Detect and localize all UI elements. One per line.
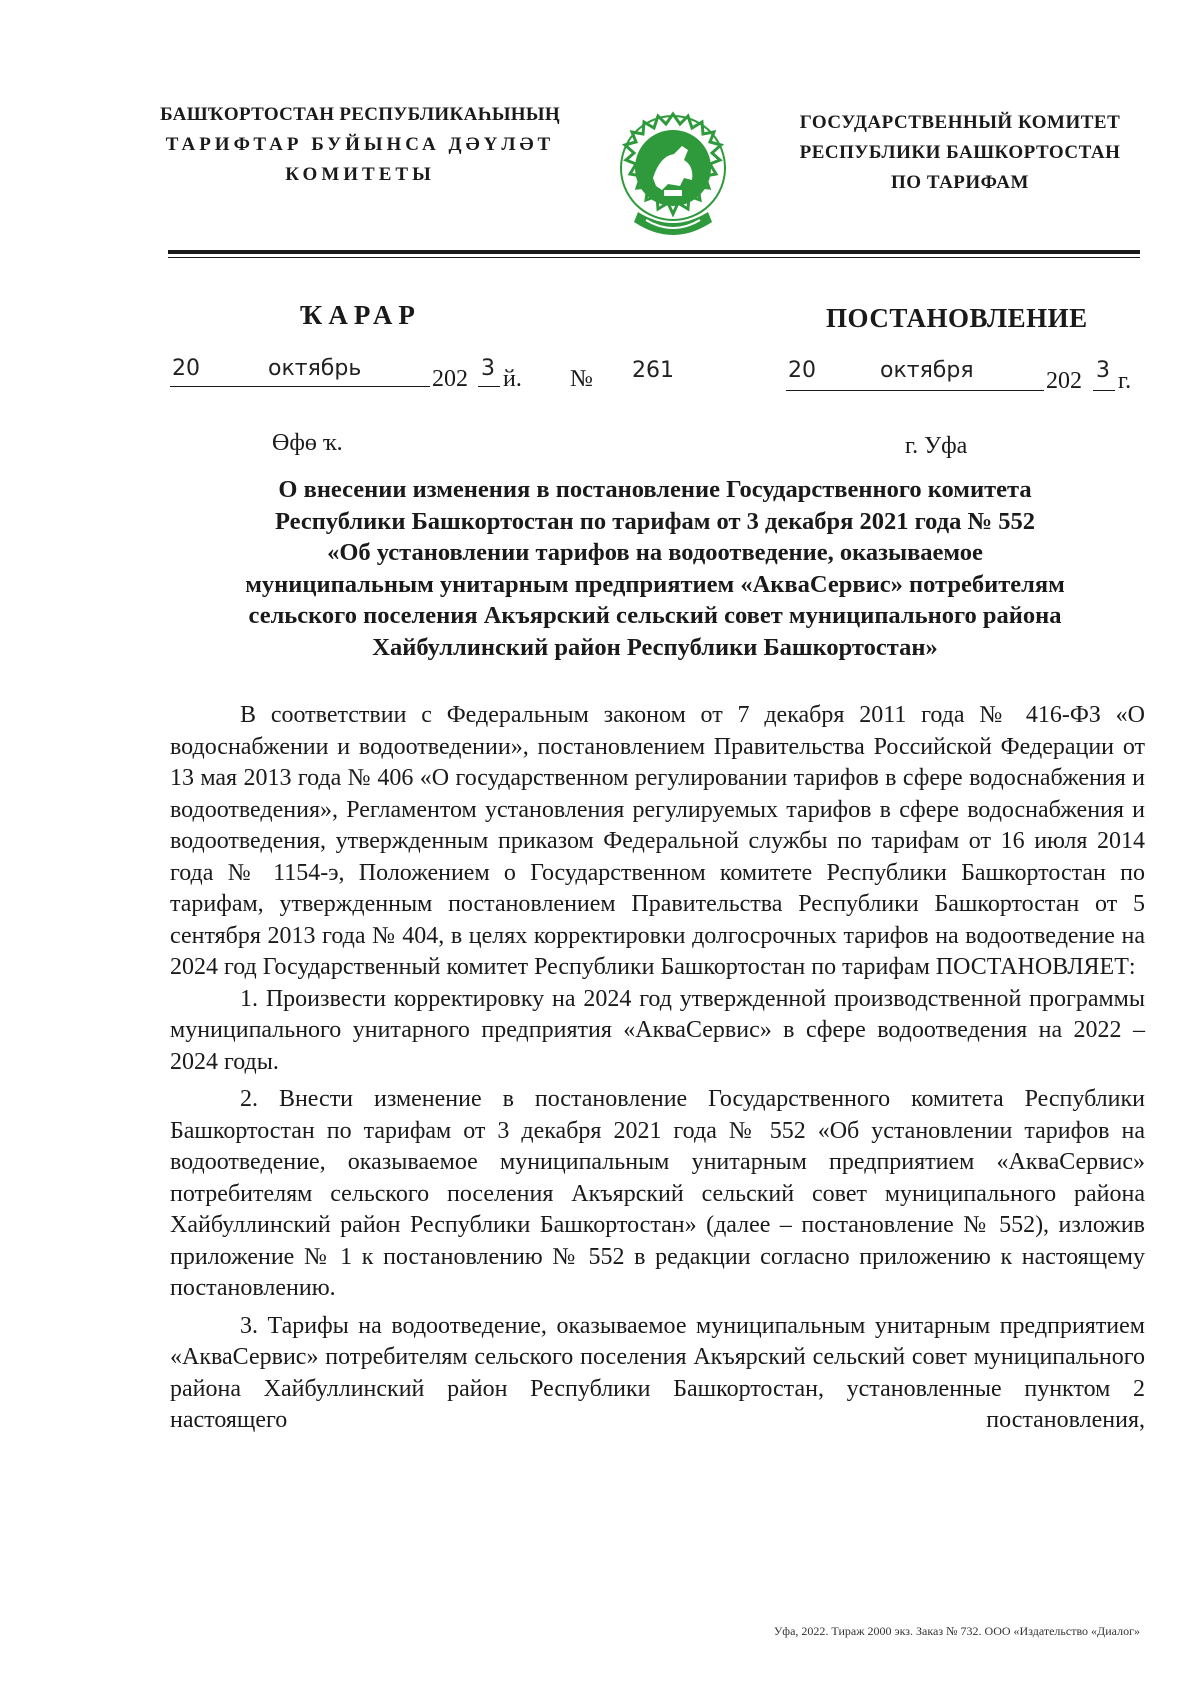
document-title [175, 474, 1135, 663]
header-divider-thick [168, 250, 1140, 254]
number-value: 261 [632, 358, 674, 383]
title-line: сельского поселения Акъярский сельский совет муниципального района [248, 602, 1062, 629]
place-bashkir: Өфө ҡ. [272, 430, 343, 456]
date-left-year-underline [478, 386, 500, 387]
header-left-line: КОМИТЕТЫ [285, 164, 435, 185]
coat-of-arms-icon [608, 108, 738, 248]
title-line: О внесении изменения в постановление Государственного комитета [278, 476, 1032, 503]
header-divider-thin [168, 257, 1140, 258]
doc-type-bashkir: ҠАРАР [300, 300, 421, 330]
date-right-suffix: г. [1118, 368, 1132, 394]
date-left-underline [170, 386, 430, 387]
date-left-day: 20 [172, 356, 200, 381]
date-right-year-prefix: 202 [1046, 368, 1082, 394]
date-left-year-prefix: 202 [432, 366, 468, 392]
header-right-line: ПО ТАРИФАМ [891, 172, 1029, 193]
number-sign: № [570, 366, 593, 392]
header-left-line: ТАРИФТАР БУЙЫНСА ДӘҮЛӘТ [165, 134, 555, 155]
date-right-day: 20 [788, 358, 816, 383]
paragraph-1: 1. Произвести корректировку на 2024 год утвержденной производственной программы муниципального унитарного предприятия «АкваСервис» в сфере водоотведения на 2022 – 2024 годы. [170, 985, 1145, 1075]
doc-type-russian: ПОСТАНОВЛЕНИЕ [826, 303, 1088, 333]
place-russian: г. Уфа [905, 433, 968, 459]
document-body [170, 700, 1145, 1437]
paragraph-2: 2. Внести изменение в постановление Государственного комитета Республики Башкортостан по тарифам от 3 декабря 2021 года № 552 «Об установлении тарифов на водоотведение, оказываемое муниципальным унитарным предприятием «АкваСервис» потребителям сельского поселения Акъярский сельский совет муниципального района Хайбуллинский район Республики Башкортостан» (далее – постановление № 552), изложив приложение № 1 к постановлению № 552 в редакции согласно приложению к настоящему постановлению. [170, 1086, 1145, 1301]
header-right-line: РЕСПУБЛИКИ БАШКОРТОСТАН [799, 142, 1121, 163]
paragraph-intro: В соответствии с Федеральным законом от 7 декабря 2011 года № 416-ФЗ «О водоснабжении и водоотведении», постановлением Правительства Российской Федерации от 13 мая 2013 года № 406 «О государственном регулировании тарифов в сфере водоснабжения и водоотведения», Регламентом установления регулируемых тарифов в сфере водоснабжения и водоотведения, утвержденным приказом Федеральной службы по тарифам от 16 июля 2014 года № 1154-э, Положением о Государственном комитете Республики Башкортостан по тарифам, утвержденным постановлением Правительства Республики Башкортостан от 5 сентября 2013 года № 404, в целях корректировки долгосрочных тарифов на водоотведение на 2024 год Государственный комитет Республики Башкортостан по тарифам ПОСТАНОВЛЯЕТ: [170, 702, 1145, 980]
header-right-line: ГОСУДАРСТВЕННЫЙ КОМИТЕТ [799, 112, 1121, 133]
title-line: Республики Башкортостан по тарифам от 3 декабря 2021 года № 552 [275, 507, 1035, 535]
paragraph-3: 3. Тарифы на водоотведение, оказываемое муниципальным унитарным предприятием «АкваСервис» потребителям сельского поселения Акъярский сельский совет муниципального района Хайбуллинский район Республики Башкортостан, установленные пунктом 2 настоящего постановления, [170, 1312, 1145, 1433]
header-left-line: БАШҠОРТОСТАН РЕСПУБЛИКАҺЫНЫҢ [160, 104, 560, 125]
date-right-year-underline [1093, 390, 1115, 391]
print-imprint: Уфа, 2022. Тираж 2000 экз. Заказ № 732. ООО «Издательство «Диалог» [773, 1624, 1140, 1638]
header-left-block [160, 100, 560, 190]
date-left-month: октябрь [268, 356, 362, 381]
title-line: муниципальным унитарным предприятием «АкваСервис» потребителям [245, 570, 1065, 598]
title-line: «Об установлении тарифов на водоотведение, оказываемое [327, 539, 983, 566]
date-right-underline [786, 390, 1044, 391]
header-right-block [775, 108, 1145, 198]
title-line: Хайбуллинский район Республики Башкортостан» [372, 633, 938, 661]
date-right-year-digit: 3 [1096, 358, 1110, 383]
date-left-suffix: й. [503, 366, 522, 392]
date-right-month: октября [880, 358, 974, 383]
date-left-year-digit: 3 [481, 356, 495, 381]
